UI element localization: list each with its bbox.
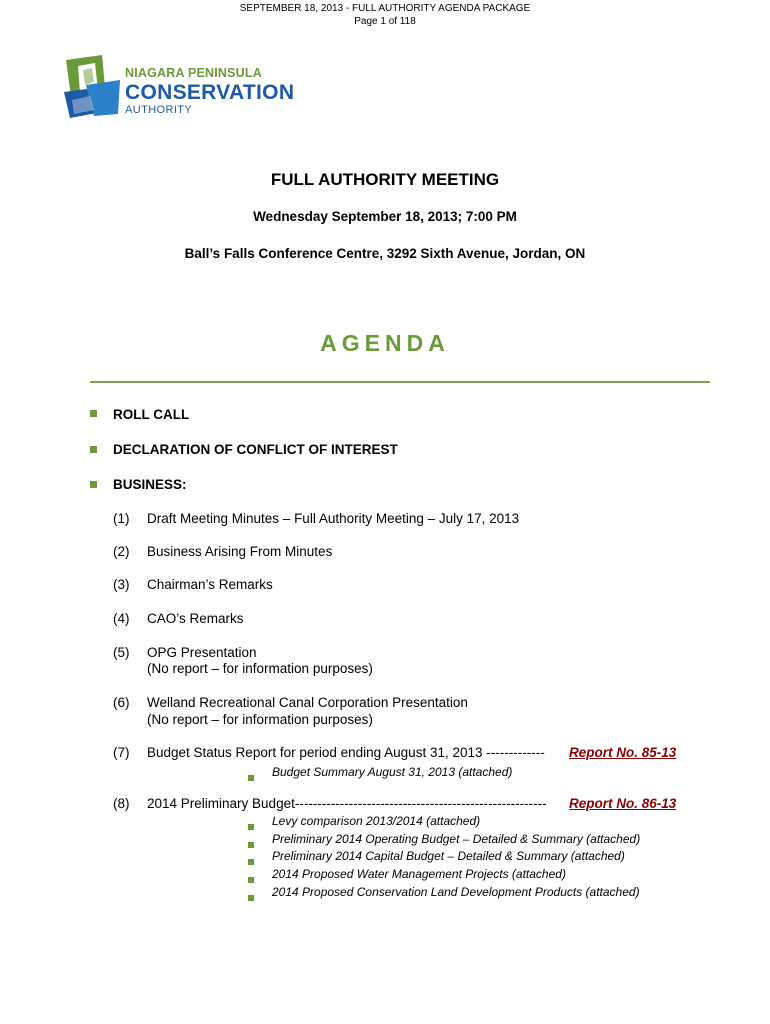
item-number: (7) <box>113 745 130 760</box>
item-number: (8) <box>113 796 130 811</box>
item-number: (5) <box>113 645 130 660</box>
meeting-venue: Ball’s Falls Conference Centre, 3292 Sixth Avenue, Jordan, ON <box>184 246 586 261</box>
npca-logo <box>64 52 304 124</box>
section-business: BUSINESS: <box>113 477 187 492</box>
agenda-item-6: Welland Recreational Canal Corporation Presentation <box>147 695 468 710</box>
square-bullet-icon <box>248 852 255 859</box>
agenda-item-5-note: (No report – for information purposes) <box>147 661 373 676</box>
agenda-item-1: Draft Meeting Minutes – Full Authority Meeting – July 17, 2013 <box>147 511 520 526</box>
attachment-item: Levy comparison 2013/2014 (attached) <box>272 814 481 828</box>
square-bullet-icon <box>90 410 98 418</box>
square-bullet-icon <box>90 481 98 489</box>
page-header-title: SEPTEMBER 18, 2013 - FULL AUTHORITY AGENDA PACKAGE <box>239 3 531 14</box>
agenda-item-5: OPG Presentation <box>147 645 257 660</box>
item-number: (3) <box>113 577 130 592</box>
meeting-title: FULL AUTHORITY MEETING <box>270 170 500 189</box>
report-link-85-13[interactable]: Report No. 85-13 <box>569 745 677 760</box>
agenda-item-4: CAO’s Remarks <box>147 611 244 626</box>
attachment-item: 2014 Proposed Conservation Land Development Products (attached) <box>272 885 640 899</box>
agenda-item-6-note: (No report – for information purposes) <box>147 712 373 727</box>
page-number: Page 1 of 118 <box>354 16 416 27</box>
agenda-item-8: 2014 Preliminary Budget-------------------------------------------------------- <box>147 796 547 811</box>
report-link-86-13[interactable]: Report No. 86-13 <box>569 796 677 811</box>
square-bullet-icon <box>248 768 255 775</box>
attachment-item: Preliminary 2014 Capital Budget – Detailed & Summary (attached) <box>272 849 625 863</box>
agenda-item-2: Business Arising From Minutes <box>147 544 333 559</box>
logo-emblem-icon <box>64 52 122 122</box>
square-bullet-icon <box>90 446 98 454</box>
agenda-heading: AGENDA <box>320 330 450 356</box>
divider <box>90 381 710 383</box>
square-bullet-icon <box>248 817 255 824</box>
square-bullet-icon <box>248 888 255 895</box>
square-bullet-icon <box>248 835 255 842</box>
item-number: (6) <box>113 695 130 710</box>
item-number: (4) <box>113 611 130 626</box>
square-bullet-icon <box>248 870 255 877</box>
agenda-item-3: Chairman’s Remarks <box>147 577 273 592</box>
meeting-date: Wednesday September 18, 2013; 7:00 PM <box>253 209 517 224</box>
attachment-item: Preliminary 2014 Operating Budget – Detailed & Summary (attached) <box>272 832 641 846</box>
attachment-item: Budget Summary August 31, 2013 (attached) <box>272 765 513 779</box>
logo-text-line2: CONSERVATION <box>125 81 295 104</box>
logo-text-line1: NIAGARA PENINSULA <box>125 66 262 80</box>
agenda-item-7: Budget Status Report for period ending August 31, 2013 ------------- <box>147 745 545 760</box>
section-roll-call: ROLL CALL <box>113 407 190 422</box>
section-conflict-of-interest: DECLARATION OF CONFLICT OF INTEREST <box>113 442 398 457</box>
attachment-item: 2014 Proposed Water Management Projects (attached) <box>272 867 566 881</box>
logo-text-line3: AUTHORITY <box>125 104 193 116</box>
item-number: (1) <box>113 511 130 526</box>
item-number: (2) <box>113 544 130 559</box>
